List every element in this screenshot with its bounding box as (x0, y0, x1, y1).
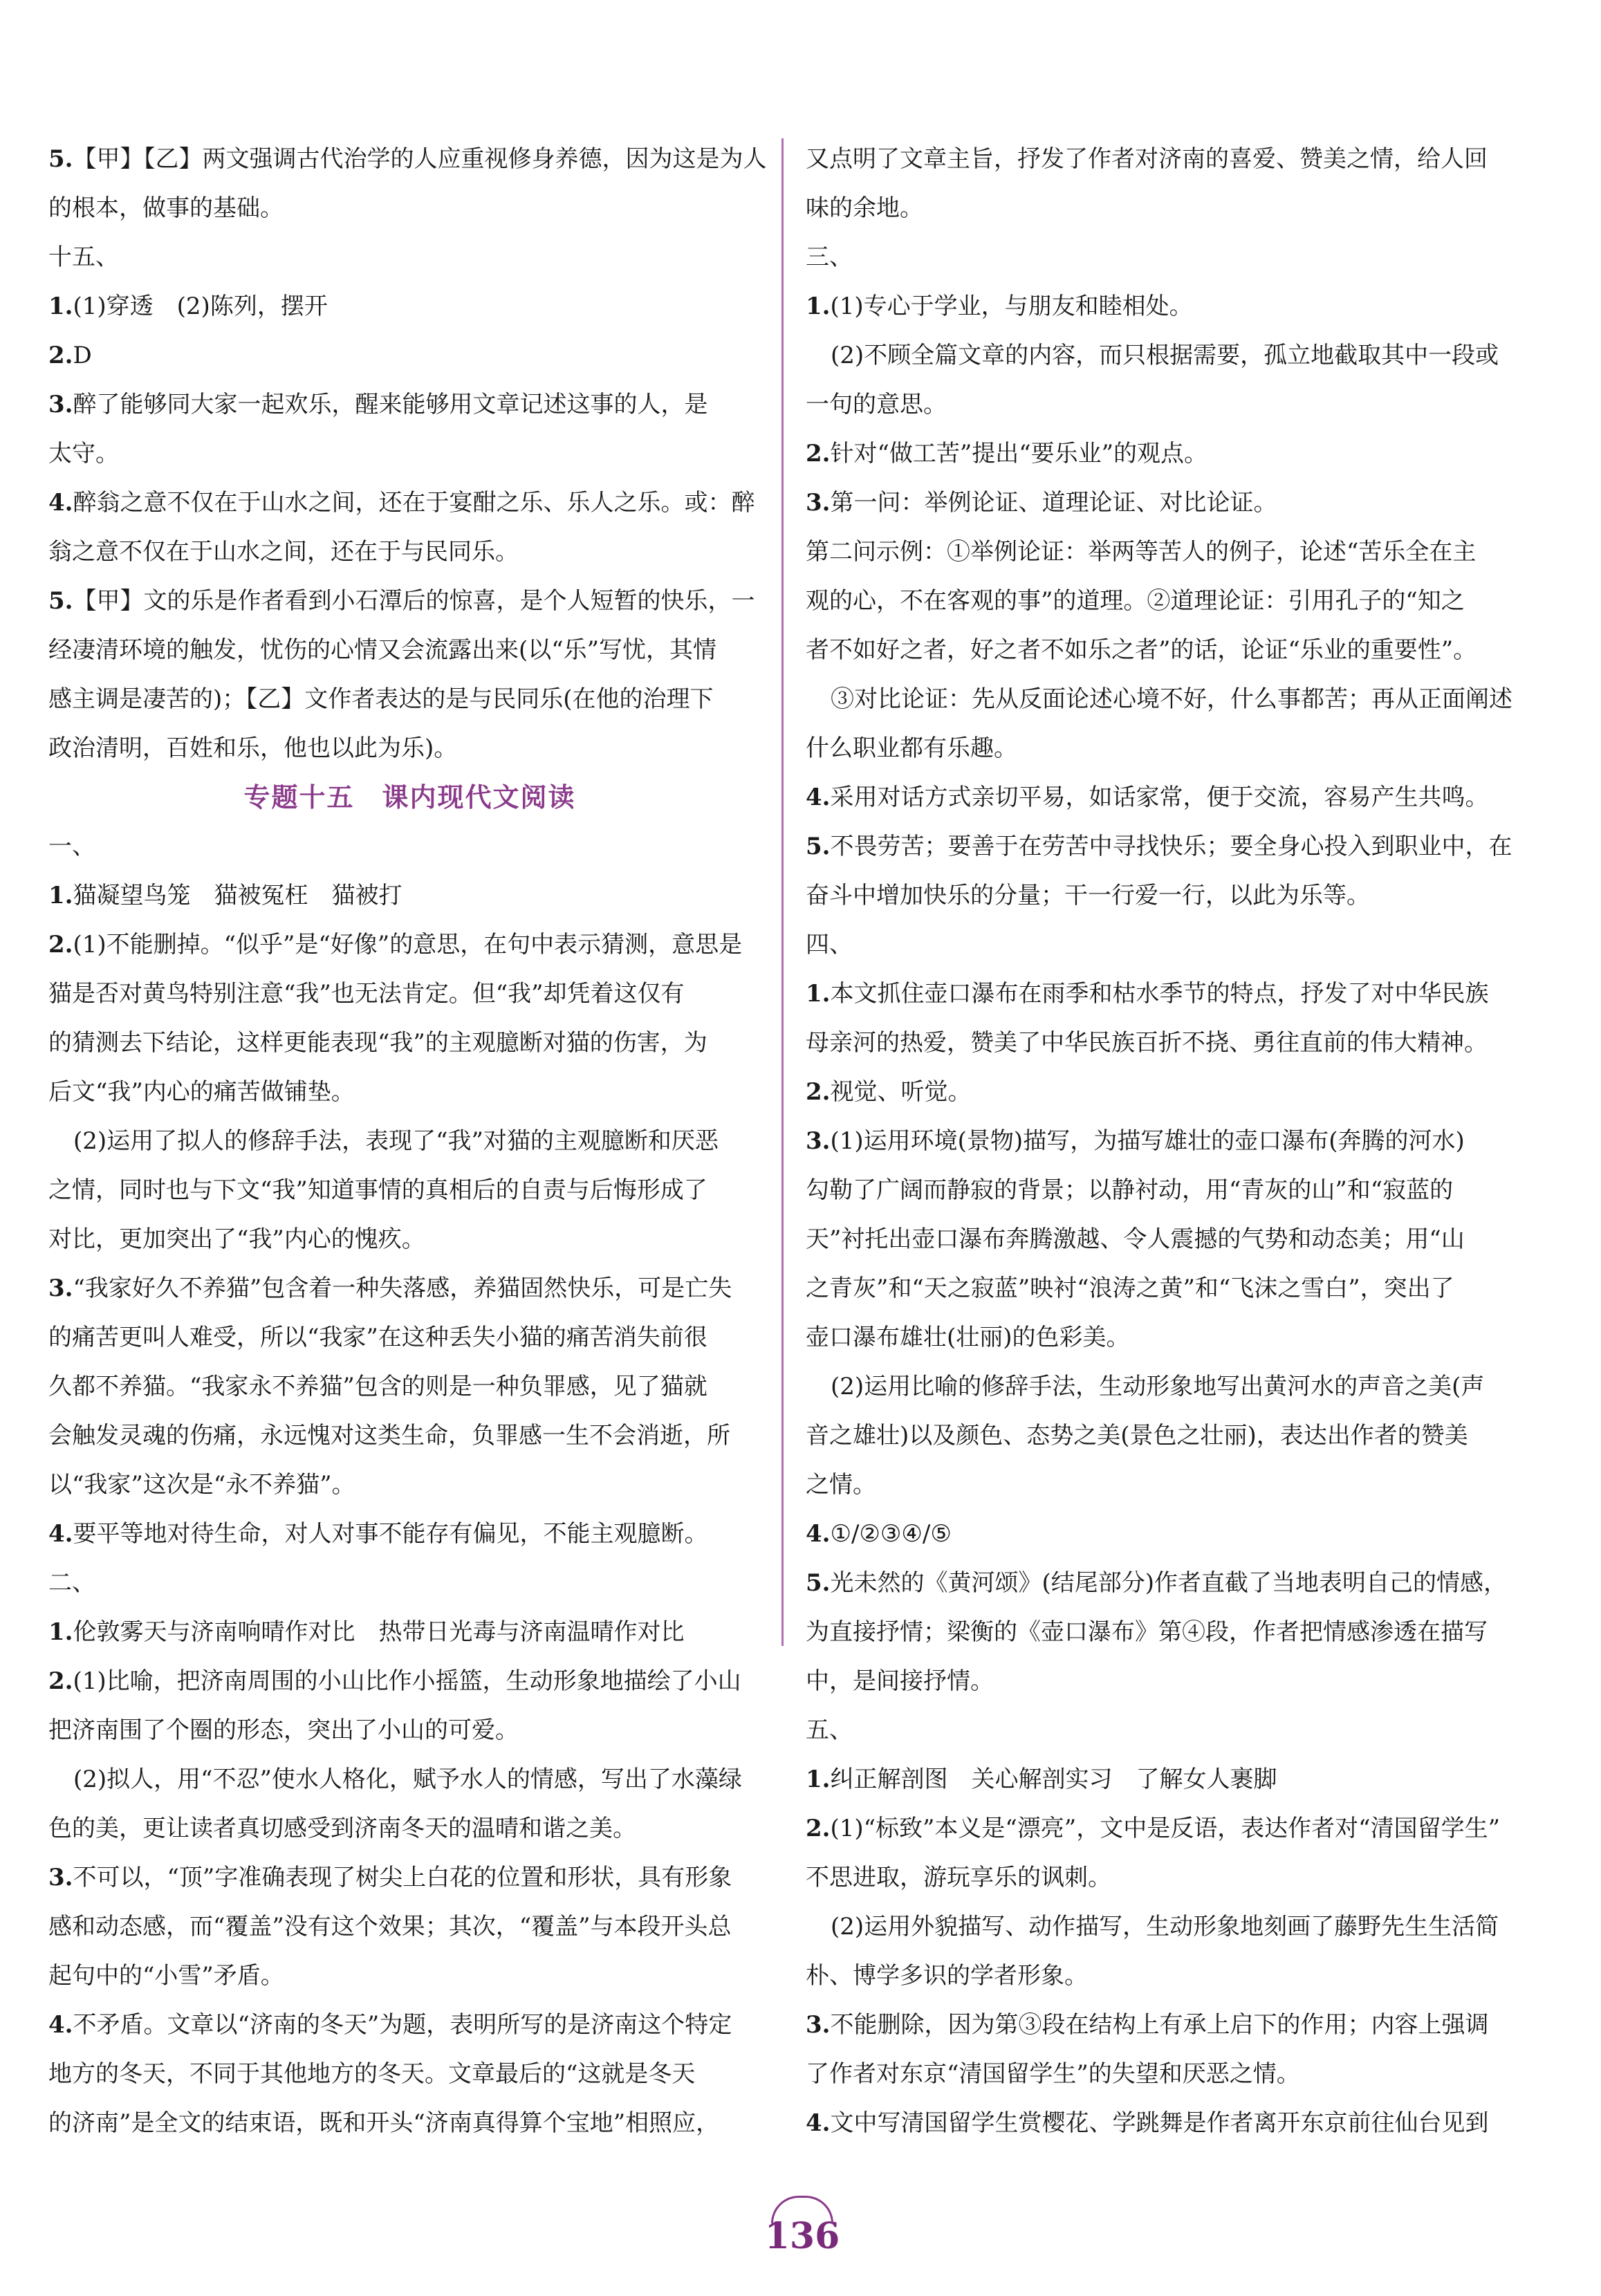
line-text: 第二问示例：①举例论证：举两等苦人的例子，论述“苦乐全在主 (806, 538, 1477, 566)
text-line (48, 184, 771, 233)
text-line (48, 822, 771, 871)
line-text: 勾勒了广阔而静寂的背景；以静衬动，用“青灰的山”和“寂蓝的 (806, 1176, 1454, 1204)
text-line (48, 1313, 771, 1362)
column-divider (781, 138, 784, 1646)
text-line (806, 1608, 1553, 1657)
text-line (806, 233, 1553, 282)
text-line (48, 871, 771, 920)
item-number: 2. (806, 440, 831, 467)
line-text: 要平等地对待生命，对人对事不能存有偏见，不能主观臆断。 (73, 1520, 708, 1548)
line-text: 【甲】文的乐是作者看到小石潭后的惊喜，是个人短暂的快乐，一 (73, 587, 755, 615)
right-column (806, 135, 1553, 2148)
text-line (806, 1755, 1553, 1804)
text-line (806, 1019, 1553, 1068)
line-text: (1)专心于学业，与朋友和睦相处。 (830, 293, 1193, 320)
line-text: 把济南围了个圈的形态，突出了小山的可爱。 (48, 1716, 519, 1744)
text-line (806, 282, 1553, 331)
item-number: 4. (806, 784, 831, 811)
text-line (806, 331, 1553, 380)
line-text: 本文抓住壶口瀑布在雨季和枯水季节的特点，抒发了对中华民族 (830, 980, 1489, 1008)
text-line (806, 1068, 1553, 1117)
line-text: (2)运用外貌描写、动作描写，生动形象地刻画了藤野先生生活简 (831, 1913, 1499, 1941)
line-text: 什么职业都有乐趣。 (806, 734, 1017, 762)
text-line (806, 773, 1553, 822)
line-text: 天”衬托出壶口瀑布奔腾激越、令人震撼的气势和动态美；用“山 (806, 1225, 1465, 1253)
item-number: 3. (48, 391, 73, 418)
line-text: ③对比论证：先从反面论述心境不好，什么事都苦；再从正面阐述 (831, 685, 1512, 713)
text-line (806, 1461, 1553, 1510)
line-text: 之情。 (806, 1471, 876, 1499)
text-line (806, 577, 1553, 626)
text-line (806, 675, 1553, 724)
line-text: 者不如好之者，好之者不如乐之者”的话，论证“乐业的重要性”。 (806, 636, 1477, 664)
item-number: 4. (48, 2011, 73, 2039)
line-text: 四、 (806, 931, 853, 959)
text-line (806, 871, 1553, 920)
item-number: 1. (48, 293, 73, 320)
line-text: (1)运用环境(景物)描写，为描写雄壮的壶口瀑布(奔腾的河水) (830, 1127, 1465, 1155)
text-line (48, 1411, 771, 1461)
line-text: 之情，同时也与下文“我”知道事情的真相后的自责与后悔形成了 (48, 1176, 707, 1204)
line-text: 感主调是凄苦的)；【乙】文作者表达的是与民同乐(在他的治理下 (48, 685, 714, 713)
text-line (48, 2001, 771, 2050)
line-text: 不畏劳苦；要善于在劳苦中寻找快乐；要全身心投入到职业中，在 (830, 833, 1512, 860)
text-line (48, 1166, 771, 1215)
text-line (48, 1461, 771, 1510)
page-number (733, 2196, 871, 2267)
line-text: 二、 (48, 1569, 95, 1597)
line-text: 一句的意思。 (806, 391, 947, 418)
line-text: 一、 (48, 833, 95, 860)
text-line (48, 1706, 771, 1755)
item-number: 1. (48, 1618, 73, 1646)
text-line (48, 1952, 771, 2001)
page-number-badge (746, 2196, 860, 2267)
text-line (48, 135, 771, 184)
text-line (48, 2099, 771, 2148)
item-number: 4. (48, 1520, 73, 1548)
line-text: (1)比喻，把济南周围的小山比作小摇篮，生动形象地描绘了小山 (73, 1667, 741, 1695)
text-line (48, 1657, 771, 1706)
text-line (48, 1853, 771, 1902)
text-line (48, 1019, 771, 1068)
line-text: 采用对话方式亲切平易，如话家常，便于交流，容易产生共鸣。 (830, 784, 1489, 811)
line-text: ①/②③④/⑤ (830, 1520, 952, 1548)
text-line (806, 1902, 1553, 1952)
item-number: 5. (806, 1569, 831, 1597)
item-number: 5. (48, 587, 73, 615)
line-text: 了作者对东京“清国留学生”的失望和厌恶之情。 (806, 2060, 1300, 2088)
text-line (806, 1313, 1553, 1362)
text-line (806, 1215, 1553, 1264)
line-text: 不思进取，游玩享乐的讽刺。 (806, 1864, 1111, 1891)
text-line (806, 2099, 1553, 2148)
item-number: 2. (48, 931, 73, 959)
page-number-text: 136 (764, 2215, 840, 2257)
line-text: 视觉、听觉。 (830, 1078, 972, 1106)
text-line (806, 822, 1553, 871)
text-line (48, 1362, 771, 1411)
line-text: (2)运用比喻的修辞手法，生动形象地写出黄河水的声音之美(声 (831, 1373, 1485, 1400)
item-number: 2. (806, 1815, 831, 1842)
text-line (806, 920, 1553, 970)
line-text: 久都不养猫。“我家永不养猫”包含的则是一种负罪感，见了猫就 (48, 1373, 707, 1400)
text-line (806, 1853, 1553, 1902)
item-number: 4. (806, 2109, 831, 2137)
text-line (48, 479, 771, 528)
text-line (48, 528, 771, 577)
text-line (806, 429, 1553, 479)
item-number: 3. (806, 2011, 831, 2039)
left-column (48, 135, 771, 2148)
text-line (48, 577, 771, 626)
item-number: 3. (806, 489, 831, 517)
text-line (48, 1264, 771, 1313)
text-line (48, 2050, 771, 2099)
text-line (806, 1657, 1553, 1706)
line-text: (2)拟人，用“不忍”使水人格化，赋予水人的情感，写出了水藻绿 (73, 1766, 742, 1793)
line-text: 起句中的“小雪”矛盾。 (48, 1962, 284, 1990)
line-text: 感和动态感，而“覆盖”没有这个效果；其次，“覆盖”与本段开头总 (48, 1913, 732, 1941)
item-number: 4. (48, 489, 73, 517)
line-text: 奋斗中增加快乐的分量；干一行爱一行，以此为乐等。 (806, 882, 1370, 909)
line-text: 十五、 (48, 243, 119, 271)
text-line (48, 282, 771, 331)
line-text: 地方的冬天，不同于其他地方的冬天。文章最后的“这就是冬天 (48, 2060, 696, 2088)
text-line (806, 1510, 1553, 1559)
line-text: 伦敦雾天与济南响晴作对比 热带日光毒与济南温晴作对比 (73, 1618, 685, 1646)
text-line (48, 1068, 771, 1117)
line-text: 朴、博学多识的学者形象。 (806, 1962, 1088, 1990)
line-text: 的猜测去下结论，这样更能表现“我”的主观臆断对猫的伤害，为 (48, 1029, 707, 1057)
text-line (806, 1559, 1553, 1608)
item-number: 5. (48, 145, 73, 173)
text-line (806, 528, 1553, 577)
line-text: 翁之意不仅在于山水之间，还在于与民同乐。 (48, 538, 519, 566)
text-line (48, 1902, 771, 1952)
text-line (806, 1952, 1553, 2001)
text-line (48, 1804, 771, 1853)
line-text: “我家好久不养猫”包含着一种失落感，养猫固然快乐，可是亡失 (73, 1275, 732, 1302)
item-number: 5. (806, 833, 831, 860)
line-text: 之青灰”和“天之寂蓝”映衬“浪涛之黄”和“飞沫之雪白”，突出了 (806, 1275, 1454, 1302)
line-text: 色的美，更让读者真切感受到济南冬天的温晴和谐之美。 (48, 1815, 636, 1842)
text-line (806, 380, 1553, 429)
line-text: D (73, 342, 92, 369)
line-text: (1)穿透 (2)陈列，摆开 (73, 293, 328, 320)
line-text: 猫是否对黄鸟特别注意“我”也无法肯定。但“我”却凭着这仅有 (48, 980, 685, 1008)
line-text: 又点明了文章主旨，抒发了作者对济南的喜爱、赞美之情，给人回 (806, 145, 1488, 173)
line-text: 政治清明，百姓和乐，他也以此为乐)。 (48, 734, 458, 762)
text-line (48, 233, 771, 282)
text-line (806, 626, 1553, 675)
line-text: 醉了能够同大家一起欢乐，醒来能够用文章记述这事的人，是 (73, 391, 708, 418)
text-line (48, 1755, 771, 1804)
line-text: 观的心，不在客观的事”的道理。②道理论证：引用孔子的“知之 (806, 587, 1465, 615)
text-line (48, 724, 771, 773)
text-line (806, 724, 1553, 773)
item-number: 1. (806, 293, 831, 320)
line-text: 后文“我”内心的痛苦做铺垫。 (48, 1078, 355, 1106)
line-text: 五、 (806, 1716, 853, 1744)
text-line (806, 1804, 1553, 1853)
text-line (48, 1559, 771, 1608)
text-line (48, 380, 771, 429)
line-text: 音之雄壮)以及颜色、态势之美(景色之壮丽)，表达出作者的赞美 (806, 1422, 1468, 1450)
item-number: 1. (806, 980, 831, 1008)
line-text: 针对“做工苦”提出“要乐业”的观点。 (830, 440, 1208, 467)
line-text: 纠正解剖图 关心解剖实习 了解女人裹脚 (830, 1766, 1277, 1793)
item-number: 1. (806, 1766, 831, 1793)
line-text: 会触发灵魂的伤痛，永远愧对这类生命，负罪感一生不会消逝，所 (48, 1422, 730, 1450)
line-text: 不矛盾。文章以“济南的冬天”为题，表明所写的是济南这个特定 (73, 2011, 732, 2039)
text-line (806, 1117, 1553, 1166)
line-text: 不能删除，因为第③段在结构上有承上启下的作用；内容上强调 (830, 2011, 1489, 2039)
line-text: 第一问：举例论证、道理论证、对比论证。 (830, 489, 1277, 517)
line-text: 太守。 (48, 440, 119, 467)
topic-title: 专题十五 课内现代文阅读 (243, 782, 576, 813)
text-line (48, 1608, 771, 1657)
text-line (806, 479, 1553, 528)
line-text: 光未然的《黄河颂》(结尾部分)作者直截了当地表明自己的情感， (830, 1569, 1508, 1597)
text-line (806, 970, 1553, 1019)
line-text: 中，是间接抒情。 (806, 1667, 994, 1695)
text-line (48, 1510, 771, 1559)
item-number: 2. (806, 1078, 831, 1106)
line-text: 不可以，“顶”字准确表现了树尖上白花的位置和形状，具有形象 (73, 1864, 732, 1891)
page-decoration-icon (771, 2196, 833, 2223)
item-number: 2. (48, 1667, 73, 1695)
line-text: 母亲河的热爱，赞美了中华民族百折不挠、勇往直前的伟大精神。 (806, 1029, 1488, 1057)
item-number: 1. (48, 882, 73, 909)
line-text: 的济南”是全文的结束语，既和开头“济南真得算个宝地”相照应， (48, 2109, 720, 2137)
text-line (48, 920, 771, 970)
item-number: 2. (48, 342, 73, 369)
item-number: 3. (806, 1127, 831, 1155)
text-line (806, 1166, 1553, 1215)
text-line (48, 429, 771, 479)
text-line (48, 331, 771, 380)
line-text: 为直接抒情；梁衡的《壶口瀑布》第④段，作者把情感渗透在描写 (806, 1618, 1488, 1646)
line-text: 猫凝望鸟笼 猫被冤枉 猫被打 (73, 882, 402, 909)
line-text: (2)不顾全篇文章的内容，而只根据需要，孤立地截取其中一段或 (831, 342, 1499, 369)
line-text: 的痛苦更叫人难受，所以“我家”在这种丢失小猫的痛苦消失前很 (48, 1324, 707, 1351)
text-line (48, 970, 771, 1019)
line-text: 味的余地。 (806, 194, 923, 222)
line-text: 【甲】【乙】两文强调古代治学的人应重视修身养德，因为这是为人 (73, 145, 767, 173)
text-line (48, 1117, 771, 1166)
line-text: 文中写清国留学生赏樱花、学跳舞是作者离开东京前往仙台见到 (830, 2109, 1489, 2137)
text-line (48, 1215, 771, 1264)
line-text: (2)运用了拟人的修辞手法，表现了“我”对猫的主观臆断和厌恶 (73, 1127, 719, 1155)
line-text: 的根本，做事的基础。 (48, 194, 284, 222)
text-line (806, 2001, 1553, 2050)
line-text: 壶口瀑布雄壮(壮丽)的色彩美。 (806, 1324, 1130, 1351)
item-number: 3. (48, 1275, 73, 1302)
text-line (806, 1264, 1553, 1313)
text-line (806, 1411, 1553, 1461)
line-text: 以“我家”这次是“永不养猫”。 (48, 1471, 355, 1499)
line-text: (1)“标致”本义是“漂亮”，文中是反语，表达作者对“清国留学生” (830, 1815, 1500, 1842)
line-text: 经凄清环境的触发，忧伤的心情又会流露出来(以“乐”写忧，其情 (48, 636, 717, 664)
line-text: 三、 (806, 243, 853, 271)
line-text: 对比，更加突出了“我”内心的愧疚。 (48, 1225, 425, 1253)
text-line (48, 675, 771, 724)
line-text: (1)不能删掉。“似乎”是“好像”的意思，在句中表示猜测，意思是 (73, 931, 743, 959)
text-line (806, 184, 1553, 233)
line-text: 醉翁之意不仅在于山水之间，还在于宴酣之乐、乐人之乐。或：醉 (73, 489, 755, 517)
text-line (48, 626, 771, 675)
text-line (806, 135, 1553, 184)
item-number: 4. (806, 1520, 831, 1548)
item-number: 3. (48, 1864, 73, 1891)
text-line (806, 2050, 1553, 2099)
text-line (806, 1706, 1553, 1755)
text-line (806, 1362, 1553, 1411)
